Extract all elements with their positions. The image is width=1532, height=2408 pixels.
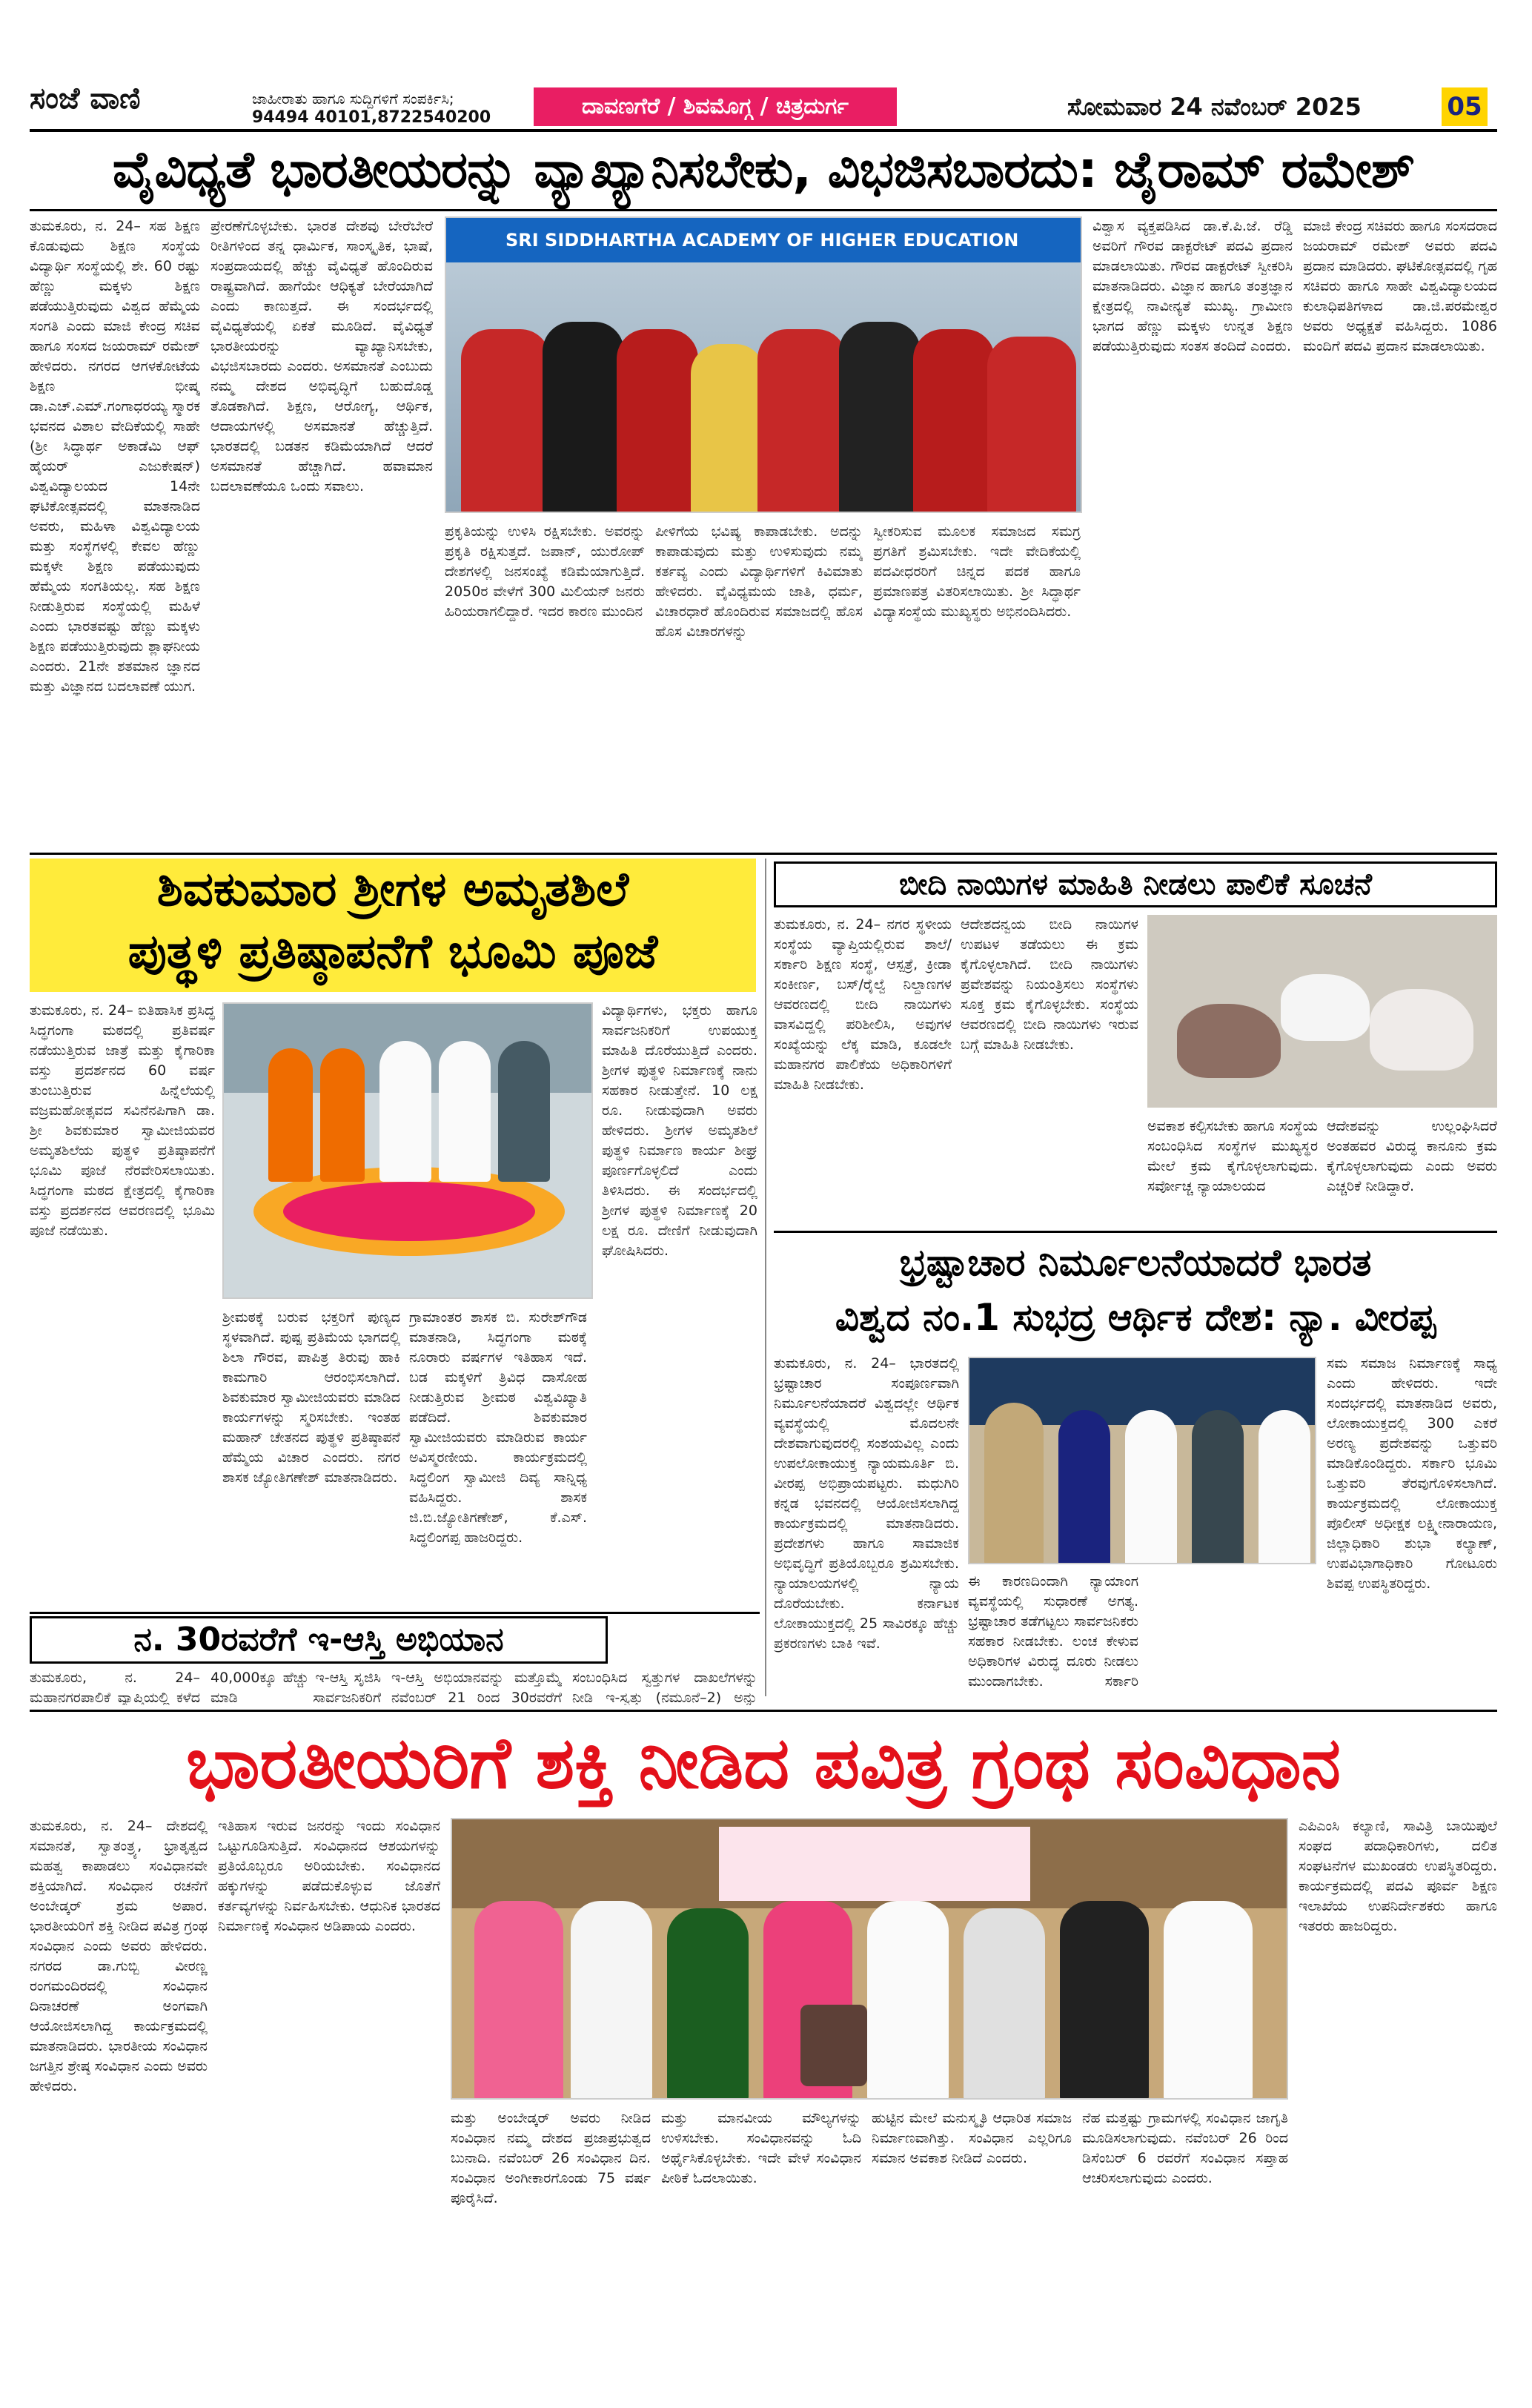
article1-col3: ಪ್ರಕೃತಿಯನ್ನು ಉಳಿಸಿ ರಕ್ಷಿಸಬೇಕು. ಅವರನ್ನು ಪ್ರಕೃತಿ ರಕ್ಷಿಸುತ್ತದೆ. ಜಪಾನ್, ಯುರೋಪ್ ದೇಶಗಳಲ್ಲಿ ಜನಸಂಖ್ಯೆ ಕಡಿಮೆಯಾಗುತ್ತಿದೆ. 2050ರ ವೇಳೆಗೆ 300 ಮಿಲಿಯನ್ ಜನರು ಹಿರಿಯರಾಗಲಿದ್ದಾರೆ. ಇದರ ಕಾರಣ ಮುಂದಿನ	[445, 523, 645, 620]
article6-col6: ನೆಹ ಮತ್ತಷ್ಟು ಗ್ರಾಮಗಳಲ್ಲಿ ಸಂವಿಧಾನ ಜಾಗೃತಿ ಮೂಡಿಸಲಾಗುವುದು. ನವೆಂಬರ್ 26 ರಿಂದ ಡಿಸೆಂಬರ್ 6 ರವರೆಗೆ ಸಂವಿಧಾನ ಸಪ್ತಾಹ ಆಚರಿಸಲಾಗುವುದು ಎಂದರು.	[1082, 2110, 1288, 2186]
article3-headline: ಬೀದಿ ನಾಯಿಗಳ ಮಾಹಿತಿ ನೀಡಲು ಪಾಲಿಕೆ ಸೂಚನೆ	[898, 867, 1373, 902]
section-divider-3	[30, 1612, 760, 1614]
article1-col2: ಪ್ರೇರಣೆಗೊಳ್ಳಬೇಕು. ಭಾರತ ದೇಶವು ಬೇರೆಬೇರೆ ರೀತಿಗಳಿಂದ ತನ್ನ ಧಾರ್ಮಿಕ, ಸಾಂಸ್ಕೃತಿಕ, ಭಾಷೆ, ಸಂಪ್ರದಾಯದಲ್ಲಿ ಹೆಚ್ಚು ವೈವಿಧ್ಯತೆ ಹೊಂದಿರುವ ರಾಷ್ಟ್ರವಾಗಿದೆ. ಹಾಗೆಯೇ ಆಧಿಕ್ಯತೆ ಬೇರೆಯಾಗಿದೆ ಎಂದು ಕಾಣುತ್ತದೆ. ಈ ಸಂದರ್ಭದಲ್ಲಿ ವೈವಿಧ್ಯತೆಯಲ್ಲಿ ಏಕತೆ ಮೂಡಿದೆ. ವೈವಿಧ್ಯತೆ ಭಾರತೀಯರನ್ನು ವ್ಯಾಖ್ಯಾನಿಸಬೇಕು, ವಿಭಜಿಸಬಾರದು ಎಂದರು. ಅಸಮಾನತೆ ಎಂಬುದು ನಮ್ಮ ದೇಶದ ಅಭಿವೃದ್ಧಿಗೆ ಬಹುದೊಡ್ಡ ತೊಡಕಾಗಿದೆ. ಶಿಕ್ಷಣ, ಆರೋಗ್ಯ, ಆರ್ಥಿಕ, ಆದಾಯಗಳಲ್ಲಿ ಅಸಮಾನತೆ ಹೆಚ್ಚುತ್ತಿದೆ. ಭಾರತದಲ್ಲಿ ಬಡತನ ಕಡಿಮೆಯಾಗಿದೆ ಆದರೆ ಅಸಮಾನತೆ ಹೆಚ್ಚಾಗಿದೆ. ಹವಾಮಾನ ಬದಲಾವಣೆಯೂ ಒಂದು ಸವಾಲು.	[210, 218, 433, 494]
article4-col1: ತುಮಕೂರು, ನ. 24– ಭಾರತದಲ್ಲಿ ಭ್ರಷ್ಟಾಚಾರ ಸಂಪೂರ್ಣವಾಗಿ ನಿರ್ಮೂಲನೆಯಾದರೆ ವಿಶ್ವದಲ್ಲೇ ಆರ್ಥಿಕ ವ್ಯವಸ್ಥೆಯಲ್ಲಿ ಮೊದಲನೇ ದೇಶವಾಗುವುದರಲ್ಲಿ ಸಂಶಯವಿಲ್ಲ ಎಂದು ಉಪಲೋಕಾಯುಕ್ತ ನ್ಯಾಯಮೂರ್ತಿ ಬಿ. ವೀರಪ್ಪ ಅಭಿಪ್ರಾಯಪಟ್ಟರು. ಮಧುಗಿರಿ ಕನ್ನಡ ಭವನದಲ್ಲಿ ಆಯೋಜಿಸಲಾಗಿದ್ದ ಕಾರ್ಯಕ್ರಮದಲ್ಲಿ ಮಾತನಾಡಿದರು. ಪ್ರದೇಶಗಳು ಹಾಗೂ ಸಾಮಾಜಿಕ ಅಭಿವೃದ್ಧಿಗೆ ಪ್ರತಿಯೊಬ್ಬರೂ ಶ್ರಮಿಸಬೇಕು. ನ್ಯಾಯಾಲಯಗಳಲ್ಲಿ ನ್ಯಾಯ ದೊರೆಯಬೇಕು. ಕರ್ನಾಟಕ ಲೋಕಾಯುಕ್ತದಲ್ಲಿ 25 ಸಾವಿರಕ್ಕೂ ಹೆಚ್ಚು ಪ್ರಕರಣಗಳು ಬಾಕಿ ಇವೆ.	[774, 1355, 959, 1652]
article4-col2: ಈ ಕಾರಣದಿಂದಾಗಿ ನ್ಯಾಯಾಂಗ ವ್ಯವಸ್ಥೆಯಲ್ಲಿ ಸುಧಾರಣೆ ಅಗತ್ಯ. ಭ್ರಷ್ಟಾಚಾರ ತಡೆಗಟ್ಟಲು ಸಾರ್ವಜನಿಕರು ಸಹಕಾರ ನೀಡಬೇಕು. ಲಂಚ ಕೇಳುವ ಅಧಿಕಾರಿಗಳ ವಿರುದ್ಧ ದೂರು ನೀಡಲು ಮುಂದಾಗಬೇಕು. ಸರ್ಕಾರಿ	[968, 1573, 1138, 1690]
article6-col2: ಇತಿಹಾಸ ಇರುವ ಜನರನ್ನು ಇಂದು ಸಂವಿಧಾನ ಒಟ್ಟುಗೂಡಿಸುತ್ತಿದೆ. ಸಂವಿಧಾನದ ಆಶಯಗಳನ್ನು ಪ್ರತಿಯೊಬ್ಬರೂ ಅರಿಯಬೇಕು. ಸಂವಿಧಾನದ ಹಕ್ಕುಗಳನ್ನು ಪಡೆದುಕೊಳ್ಳುವ ಜೊತೆಗೆ ಕರ್ತವ್ಯಗಳನ್ನು ನಿರ್ವಹಿಸಬೇಕು. ಆಧುನಿಕ ಭಾರತದ ನಿರ್ಮಾಣಕ್ಕೆ ಸಂವಿಧಾನ ಅಡಿಪಾಯ ಎಂದರು.	[218, 1818, 440, 1934]
bhoomi-pooja-photo	[222, 1002, 593, 1299]
article5-col1: ತುಮಕೂರು, ನ. 24– ಮಹಾನಗರಪಾಲಿಕೆ ವ್ಯಾಪ್ತಿಯಲ್ಲಿ ಕಳೆದ	[30, 1670, 200, 1705]
newspaper-brand	[30, 82, 141, 116]
contact-block	[252, 89, 491, 128]
article5-headline-box	[30, 1616, 608, 1664]
article2-col4: ಗ್ರಾಮಾಂತರ ಶಾಸಕ ಬಿ. ಸುರೇಶ್‌ಗೌಡ ಮಾತನಾಡಿ, ಸಿದ್ಧಗಂಗಾ ಮಠಕ್ಕೆ ನೂರಾರು ವರ್ಷಗಳ ಇತಿಹಾಸ ಇದೆ. ಬಡ ಮಕ್ಕಳಿಗೆ ತ್ರಿವಿಧ ದಾಸೋಹ ನೀಡುತ್ತಿರುವ ಶ್ರೀಮಠ ವಿಶ್ವವಿಖ್ಯಾತಿ ಪಡೆದಿದೆ. ಶಿವಕುಮಾರ ಸ್ವಾಮೀಜಿಯವರು ಮಾಡಿರುವ ಕಾರ್ಯ ಅವಿಸ್ಮರಣೀಯ. ಕಾರ್ಯಕ್ರಮದಲ್ಲಿ ಸಿದ್ಧಲಿಂಗ ಸ್ವಾಮೀಜಿ ದಿವ್ಯ ಸಾನ್ನಿಧ್ಯ ವಹಿಸಿದ್ದರು. ಶಾಸಕ ಜಿ.ಬಿ.ಜ್ಯೋತಿಗಣೇಶ್, ಕೆ.ಎಸ್. ಸಿದ್ಧಲಿಂಗಪ್ಪ ಹಾಜರಿದ್ದರು.	[409, 1309, 587, 1546]
article6-col7: ಎಪಿಎಂಸಿ ಕಲ್ಯಾಣಿ, ಸಾವಿತ್ರಿ ಬಾಯಿಪುಲೆ ಸಂಘದ ಪದಾಧಿಕಾರಿಗಳು, ದಲಿತ ಸಂಘಟನೆಗಳ ಮುಖಂಡರು ಉಪಸ್ಥಿತರಿದ್ದರು. ಕಾರ್ಯಕ್ರಮದಲ್ಲಿ ಪದವಿ ಪೂರ್ವ ಶಿಕ್ಷಣ ಇಲಾಖೆಯ ಉಪನಿರ್ದೇಶಕರು ಹಾಗೂ ಇತರರು ಹಾಜರಿದ್ದರು.	[1299, 1818, 1497, 1934]
article1-col4: ಪೀಳಿಗೆಯ ಭವಿಷ್ಯ ಕಾಪಾಡಬೇಕು. ಅದನ್ನು ಕಾಪಾಡುವುದು ಮತ್ತು ಉಳಿಸುವುದು ನಮ್ಮ ಕರ್ತವ್ಯ ಎಂದು ವಿದ್ಯಾರ್ಥಿಗಳಿಗೆ ಕಿವಿಮಾತು ಹೇಳಿದರು. ವೈವಿಧ್ಯಮಯ ಜಾತಿ, ಧರ್ಮ, ವಿಚಾರಧಾರೆ ಹೊಂದಿರುವ ಸಮಾಜದಲ್ಲಿ ಹೊಸ ಹೊಸ ವಿಚಾರಗಳನ್ನು	[655, 523, 863, 640]
article6-col3: ಮತ್ತು ಅಂಬೇಡ್ಕರ್ ಅವರು ನೀಡಿದ ಸಂವಿಧಾನ ನಮ್ಮ ದೇಶದ ಪ್ರಜಾಪ್ರಭುತ್ವದ ಬುನಾದಿ. ನವೆಂಬರ್ 26 ಸಂವಿಧಾನ ದಿನ. ಸಂವಿಧಾನ ಅಂಗೀಕಾರಗೊಂಡು 75 ವರ್ಷ ಪೂರೈಸಿದೆ.	[451, 2110, 651, 2206]
article6-headline: ಭಾರತೀಯರಿಗೆ ಶಕ್ತಿ ನೀಡಿದ ಪವಿತ್ರ ಗ್ರಂಥ ಸಂವಿಧಾನ	[186, 1721, 1341, 1805]
article1-rule	[30, 209, 1497, 211]
article4-headline-line2: ವಿಶ್ವದ ನಂ.1 ಸುಭದ್ರ ಆರ್ಥಿಕ ದೇಶ: ನ್ಯಾ. ವೀರಪ್ಪ	[835, 1296, 1436, 1339]
article6-col1: ತುಮಕೂರು, ನ. 24– ದೇಶದಲ್ಲಿ ಸಮಾನತೆ, ಸ್ವಾತಂತ್ರ್ಯ, ಭ್ರಾತೃತ್ವದ ಮಹತ್ವ ಕಾಪಾಡಲು ಸಂವಿಧಾನವೇ ಶಕ್ತಿಯಾಗಿದೆ. ಸಂವಿಧಾನ ರಚನೆಗೆ ಅಂಬೇಡ್ಕರ್ ಶ್ರಮ ಅಪಾರ. ಭಾರತೀಯರಿಗೆ ಶಕ್ತಿ ನೀಡಿದ ಪವಿತ್ರ ಗ್ರಂಥ ಸಂವಿಧಾನ ಎಂದು ಅವರು ಹೇಳಿದರು. ನಗರದ ಡಾ.ಗುಬ್ಬಿ ವೀರಣ್ಣ ರಂಗಮಂದಿರದಲ್ಲಿ ಸಂವಿಧಾನ ದಿನಾಚರಣೆ ಅಂಗವಾಗಿ ಆಯೋಜಿಸಲಾಗಿದ್ದ ಕಾರ್ಯಕ್ರಮದಲ್ಲಿ ಮಾತನಾಡಿದರು. ಭಾರತೀಯ ಸಂವಿಧಾನ ಜಗತ್ತಿನ ಶ್ರೇಷ್ಠ ಸಂವಿಧಾನ ಎಂದು ಅವರು ಹೇಳಿದರು.	[30, 1818, 208, 2094]
article2-headline-line1: ಶಿವಕುಮಾರ ಶ್ರೀಗಳ ಅಮೃತಶಿಲೆ	[156, 862, 629, 917]
article4-col3: ಸಮ ಸಮಾಜ ನಿರ್ಮಾಣಕ್ಕೆ ಸಾಧ್ಯ ಎಂದು ಹೇಳಿದರು. ಇದೇ ಸಂದರ್ಭದಲ್ಲಿ ಮಾತನಾಡಿದ ಅವರು, ಲೋಕಾಯುಕ್ತದಲ್ಲಿ 300 ಎಕರೆ ಅರಣ್ಯ ಪ್ರದೇಶವನ್ನು ಒತ್ತುವರಿ ಮಾಡಿಕೊಂಡಿದ್ದರು. ಸರ್ಕಾರಿ ಭೂಮಿ ಒತ್ತುವರಿ ತೆರವುಗೊಳಿಸಲಾಗಿದೆ. ಕಾರ್ಯಕ್ರಮದಲ್ಲಿ ಲೋಕಾಯುಕ್ತ ಪೊಲೀಸ್ ಅಧೀಕ್ಷಕ ಲಕ್ಷ್ಮೀನಾರಾಯಣ, ಜಿಲ್ಲಾಧಿಕಾರಿ ಶುಭಾ ಕಲ್ಯಾಣ್, ಉಪವಿಭಾಗಾಧಿಕಾರಿ ಗೋಟೂರು ಶಿವಪ್ಪ ಉಪಸ್ಥಿತರಿದ್ದರು.	[1327, 1355, 1497, 1592]
article5-col2: 40,000ಕ್ಕೂ ಹೆಚ್ಚು ಇ-ಆಸ್ತಿ ಸೃಜಿಸಿ ಮಾಡಿ ಸಾರ್ವಜನಿಕರಿಗೆ	[210, 1670, 381, 1705]
article6-col4: ಮತ್ತು ಮಾನವೀಯ ಮೌಲ್ಯಗಳನ್ನು ಉಳಿಸಬೇಕು. ಸಂವಿಧಾನವನ್ನು ಓದಿ ಅರ್ಥೈಸಿಕೊಳ್ಳಬೇಕು. ಇದೇ ವೇಳೆ ಸಂವಿಧಾನ ಪೀಠಿಕೆ ಓದಲಾಯಿತು.	[661, 2110, 861, 2186]
article1-col7: ಮಾಜಿ ಕೇಂದ್ರ ಸಚಿವರು ಹಾಗೂ ಸಂಸದರಾದ ಜಯರಾಮ್ ರಮೇಶ್ ಅವರು ಪದವಿ ಪ್ರದಾನ ಮಾಡಿದರು. ಘಟಿಕೋತ್ಸವದಲ್ಲಿ ಗೃಹ ಸಚಿವರು ಹಾಗೂ ಸಾಹೇ ವಿಶ್ವವಿದ್ಯಾಲಯದ ಕುಲಾಧಿಪತಿಗಳಾದ ಡಾ.ಜಿ.ಪರಮೇಶ್ವರ ಅವರು ಅಧ್ಯಕ್ಷತೆ ವಹಿಸಿದ್ದರು. 1086 ಮಂದಿಗೆ ಪದವಿ ಪ್ರದಾನ ಮಾಡಲಾಯಿತು.	[1303, 218, 1497, 354]
convocation-photo	[445, 216, 1082, 513]
article1-col6: ವಿಶ್ವಾಸ ವ್ಯಕ್ತಪಡಿಸಿದ ಡಾ.ಕೆ.ಪಿ.ಜೆ. ರೆಡ್ಡಿ ಅವರಿಗೆ ಗೌರವ ಡಾಕ್ಟರೇಟ್ ಪದವಿ ಪ್ರದಾನ ಮಾಡಲಾಯಿತು. ಗೌರವ ಡಾಕ್ಟರೇಟ್ ಸ್ವೀಕರಿಸಿ ಮಾತನಾಡಿದರು. ವಿಜ್ಞಾನ ಹಾಗೂ ತಂತ್ರಜ್ಞಾನ ಕ್ಷೇತ್ರದಲ್ಲಿ ನಾವೀನ್ಯತೆ ಮುಖ್ಯ. ಗ್ರಾಮೀಣ ಭಾಗದ ಹೆಣ್ಣು ಮಕ್ಕಳು ಉನ್ನತ ಶಿಕ್ಷಣ ಪಡೆಯುತ್ತಿರುವುದು ಸಂತಸ ತಂದಿದೆ ಎಂದರು.	[1092, 218, 1293, 354]
issue-date: ಸೋಮವಾರ 24 ನವೆಂಬರ್ 2025	[1067, 93, 1362, 121]
article3-col4: ಆದೇಶವನ್ನು ಉಲ್ಲಂಘಿಸಿದರೆ ಅಂತಹವರ ವಿರುದ್ಧ ಕಾನೂನು ಕ್ರಮ ಕೈಗೊಳ್ಳಲಾಗುವುದು ಎಂದು ಅವರು ಎಚ್ಚರಿಕೆ ನೀಡಿದ್ದಾರೆ.	[1327, 1118, 1497, 1194]
constitution-day-photo	[451, 1818, 1288, 2100]
article4-headline-line1: ಭ್ರಷ್ಟಾಚಾರ ನಿರ್ಮೂಲನೆಯಾದರೆ ಭಾರತ	[899, 1241, 1372, 1284]
article3-col2: ಆದೇಶದನ್ವಯ ಬೀದಿ ನಾಯಿಗಳ ಉಪಟಳ ತಡೆಯಲು ಈ ಕ್ರಮ ಕೈಗೊಳ್ಳಲಾಗಿದೆ. ಬೀದಿ ನಾಯಿಗಳು ಪ್ರವೇಶವನ್ನು ನಿಯಂತ್ರಿಸಲು ಸಂಸ್ಥೆಗಳು ಸೂಕ್ತ ಕ್ರಮ ಕೈಗೊಳ್ಳಬೇಕು. ಸಂಸ್ಥೆಯ ಆವರಣದಲ್ಲಿ ಬೀದಿ ನಾಯಿಗಳು ಇರುವ ಬಗ್ಗೆ ಮಾಹಿತಿ ನೀಡಬೇಕು.	[961, 916, 1138, 1053]
masthead	[0, 0, 1532, 133]
article1-headline: ವೈವಿಧ್ಯತೆ ಭಾರತೀಯರನ್ನು ವ್ಯಾಖ್ಯಾನಿಸಬೇಕು, ವಿಭಜಿಸಬಾರದು: ಜೈರಾಮ್ ರಮೇಶ್	[112, 141, 1415, 199]
stray-dogs-photo	[1147, 915, 1497, 1108]
contact-line: ಜಾಹೀರಾತು ಹಾಗೂ ಸುದ್ದಿಗಳಿಗೆ ಸಂಪರ್ಕಿಸಿ;	[252, 90, 454, 108]
photo-banner: SRI SIDDHARTHA ACADEMY OF HIGHER EDUCATION	[446, 218, 1081, 262]
edition-cities: ದಾವಣಗೆರೆ / ಶಿವಮೊಗ್ಗ / ಚಿತ್ರದುರ್ಗ	[534, 87, 897, 126]
contact-phone: 94494 40101,8722540200	[252, 108, 491, 127]
article4-headline-block	[774, 1235, 1497, 1346]
article2-col1: ತುಮಕೂರು, ನ. 24– ಐತಿಹಾಸಿಕ ಪ್ರಸಿದ್ಧ ಸಿದ್ಧಗಂಗಾ ಮಠದಲ್ಲಿ ಪ್ರತಿವರ್ಷ ನಡೆಯುತ್ತಿರುವ ಜಾತ್ರೆ ಮತ್ತು ಕೈಗಾರಿಕಾ ವಸ್ತು ಪ್ರದರ್ಶನದ 60 ವರ್ಷ ತುಂಬುತ್ತಿರುವ ಹಿನ್ನೆಲೆಯಲ್ಲಿ ವಜ್ರಮಹೋತ್ಸವದ ಸವಿನೆನಪಿಗಾಗಿ ಡಾ. ಶ್ರೀ ಶಿವಕುಮಾರ ಸ್ವಾಮೀಜಿಯವರ ಅಮೃತಶಿಲೆಯ ಪುತ್ಥಳಿ ಪ್ರತಿಷ್ಠಾಪನೆಗೆ ಭೂಮಿ ಪೂಜೆ ನೆರವೇರಿಸಲಾಯಿತು. ಸಿದ್ಧಗಂಗಾ ಮಠದ ಕ್ಷೇತ್ರದಲ್ಲಿ ಕೈಗಾರಿಕಾ ವಸ್ತು ಪ್ರದರ್ಶನದ ಆವರಣದಲ್ಲಿ ಭೂಮಿ ಪೂಜೆ ನಡೆಯಿತು.	[30, 1002, 215, 1239]
article2-col3: ಶ್ರೀಮಠಕ್ಕೆ ಬರುವ ಭಕ್ತರಿಗೆ ಪುಣ್ಯದ ಸ್ಥಳವಾಗಿದೆ. ಪುಷ್ಪ ಪ್ರತಿಮೆಯ ಭಾಗದಲ್ಲಿ ಶಿಲಾ ಗೌರವ, ಪಾಪಿತ್ರ ತಿರುವು ಹಾಕಿ ಕಾಮಗಾರಿ ಆರಂಭಿಸಲಾಗಿದೆ. ಶಿವಕುಮಾರ ಸ್ವಾಮೀಜಿಯವರು ಮಾಡಿದ ಕಾರ್ಯಗಳನ್ನು ಸ್ಮರಿಸಬೇಕು. ಇಂತಹ ಮಹಾನ್ ಚೇತನದ ಪುತ್ಥಳಿ ಪ್ರತಿಷ್ಠಾಪನೆ ಹೆಮ್ಮೆಯ ವಿಚಾರ ಎಂದರು. ನಗರ ಶಾಸಕ ಜ್ಯೋತಿಗಣೇಶ್ ಮಾತನಾಡಿದರು.	[222, 1309, 400, 1486]
article2-headline-line2: ಪುತ್ಥಳಿ ಪ್ರತಿಷ್ಠಾಪನೆಗೆ ಭೂಮಿ ಪೂಜೆ	[127, 924, 658, 979]
section-divider-2	[774, 1231, 1497, 1233]
masthead-divider	[30, 129, 1497, 132]
article2-col2: ವಿದ್ಯಾರ್ಥಿಗಳು, ಭಕ್ತರು ಹಾಗೂ ಸಾರ್ವಜನಿಕರಿಗೆ ಉಪಯುಕ್ತ ಮಾಹಿತಿ ದೊರೆಯುತ್ತಿದೆ ಎಂದರು. ಶ್ರೀಗಳ ಪುತ್ಥಳಿ ನಿರ್ಮಾಣಕ್ಕೆ ನಾನು ಸಹಕಾರ ನೀಡುತ್ತೇನೆ. 10 ಲಕ್ಷ ರೂ. ನೀಡುವುದಾಗಿ ಅವರು ಹೇಳಿದರು. ಶ್ರೀಗಳ ಅಮೃತಶಿಲೆ ಪುತ್ಥಳಿ ನಿರ್ಮಾಣ ಕಾರ್ಯ ಶೀಘ್ರ ಪೂರ್ಣಗೊಳ್ಳಲಿದೆ ಎಂದು ತಿಳಿಸಿದರು. ಈ ಸಂದರ್ಭದಲ್ಲಿ ಶ್ರೀಗಳ ಪುತ್ಥಳಿ ನಿರ್ಮಾಣಕ್ಕೆ 20 ಲಕ್ಷ ರೂ. ದೇಣಿಗೆ ನೀಡುವುದಾಗಿ ಘೋಷಿಸಿದರು.	[602, 1002, 757, 1259]
section-divider-1	[30, 853, 1497, 855]
article5-col4: ಸಂಬಂಧಿಸಿದ ಸ್ವತ್ತುಗಳ ದಾಖಲೆಗಳನ್ನು ನೀಡಿ ಇ-ಸ್ವತ್ತು (ನಮೂನೆ–2) ಅನ್ನು	[572, 1670, 757, 1705]
brand-name: ಸಂಜೆ ವಾಣಿ	[30, 82, 141, 116]
column-divider	[765, 859, 766, 1696]
article5-headline: ನ. 30ರವರೆಗೆ ಇ-ಆಸ್ತಿ ಅಭಿಯಾನ	[133, 1621, 504, 1658]
article1-col1: ತುಮಕೂರು, ನ. 24– ಸಹ ಶಿಕ್ಷಣ ಕೊಡುವುದು ಶಿಕ್ಷಣ ಸಂಸ್ಥೆಯ ವಿದ್ಯಾರ್ಥಿ ಸಂಸ್ಥೆಯಲ್ಲಿ ಶೇ. 60 ರಷ್ಟು ಹೆಣ್ಣು ಮಕ್ಕಳು ಶಿಕ್ಷಣ ಪಡೆಯುತ್ತಿರುವುದು ವಿಶ್ವದ ಹೆಮ್ಮೆಯ ಸಂಗತಿ ಎಂದು ಮಾಜಿ ಕೇಂದ್ರ ಸಚಿವ ಹಾಗೂ ಸಂಸದ ಜಯರಾಮ್ ರಮೇಶ್ ಹೇಳಿದರು. ನಗರದ ಆಗಳಕೋಟೆಯ ಶಿಕ್ಷಣ ಭೀಷ್ಮ ಡಾ.ಎಚ್.ಎಮ್.ಗಂಗಾಧರಯ್ಯ ಸ್ಮಾರಕ ಭವನದ ವಿಶಾಲ ವೇದಿಕೆಯಲ್ಲಿ ಸಾಹೇ (ಶ್ರೀ ಸಿದ್ಧಾರ್ಥ ಅಕಾಡೆಮಿ ಆಫ್ ಹೈಯರ್ ಎಜುಕೇಷನ್) ವಿಶ್ವವಿದ್ಯಾಲಯದ 14ನೇ ಘಟಿಕೋತ್ಸವದಲ್ಲಿ ಮಾತನಾಡಿದ ಅವರು, ಮಹಿಳಾ ವಿಶ್ವವಿದ್ಯಾಲಯ ಮತ್ತು ಸಂಸ್ಥೆಗಳಲ್ಲಿ ಕೇವಲ ಹೆಣ್ಣು ಮಕ್ಕಳೇ ಶಿಕ್ಷಣ ಪಡೆಯುವುದು ಹೆಮ್ಮೆಯ ಸಂಗತಿಯಲ್ಲ. ಸಹ ಶಿಕ್ಷಣ ನೀಡುತ್ತಿರುವ ಸಂಸ್ಥೆಯಲ್ಲಿ ಮಹಿಳೆ ಎಂದು ಭಾರತವಷ್ಟು ಹೆಣ್ಣು ಮಕ್ಕಳು ಶಿಕ್ಷಣ ಪಡೆಯುತ್ತಿರುವುದು ಶ್ಲಾಘನೀಯ ಎಂದರು. 21ನೇ ಶತಮಾನ ಜ್ಞಾನದ ಮತ್ತು ವಿಜ್ಞಾನದ ಬದಲಾವಣೆ ಯುಗ.	[30, 218, 200, 695]
article2-headline-box	[30, 859, 756, 992]
article1-col5: ಸ್ವೀಕರಿಸುವ ಮೂಲಕ ಸಮಾಜದ ಸಮಗ್ರ ಪ್ರಗತಿಗೆ ಶ್ರಮಿಸಬೇಕು. ಇದೇ ವೇದಿಕೆಯಲ್ಲಿ ಪದವೀಧರರಿಗೆ ಚಿನ್ನದ ಪದಕ ಹಾಗೂ ಪ್ರಮಾಣಪತ್ರ ವಿತರಿಸಲಾಯಿತು. ಶ್ರೀ ಸಿದ್ಧಾರ್ಥ ವಿದ್ಯಾಸಂಸ್ಥೆಯ ಮುಖ್ಯಸ್ಥರು ಅಭಿನಂದಿಸಿದರು.	[873, 523, 1081, 620]
article6-col5: ಹುಟ್ಟಿನ ಮೇಲೆ ಮನುಸ್ಮೃತಿ ಆಧಾರಿತ ಸಮಾಜ ನಿರ್ಮಾಣವಾಗಿತ್ತು. ಸಂವಿಧಾನ ಎಲ್ಲರಿಗೂ ಸಮಾನ ಅವಕಾಶ ನೀಡಿದೆ ಎಂದರು.	[872, 2110, 1072, 2166]
article3-col3: ಅವಕಾಶ ಕಲ್ಪಿಸಬೇಕು ಹಾಗೂ ಸಂಸ್ಥೆಯ ಸಂಬಂಧಿಸಿದ ಸಂಸ್ಥೆಗಳ ಮುಖ್ಯಸ್ಥರ ಮೇಲೆ ಕ್ರಮ ಕೈಗೊಳ್ಳಲಾಗುವುದು. ಸರ್ವೋಚ್ಚ ನ್ಯಾಯಾಲಯದ	[1147, 1118, 1318, 1194]
section-divider-4	[30, 1710, 1497, 1712]
article3-headline-box	[774, 861, 1497, 907]
article3-col1: ತುಮಕೂರು, ನ. 24– ನಗರ ಸ್ಥಳೀಯ ಸಂಸ್ಥೆಯ ವ್ಯಾಪ್ತಿಯಲ್ಲಿರುವ ಶಾಲೆ/ಸರ್ಕಾರಿ ಶಿಕ್ಷಣ ಸಂಸ್ಥೆ, ಆಸ್ಪತ್ರೆ, ಕ್ರೀಡಾ ಸಂಕೀರ್ಣ, ಬಸ್/ರೈಲ್ವೆ ನಿಲ್ದಾಣಗಳ ಆವರಣದಲ್ಲಿ ಬೀದಿ ನಾಯಿಗಳು ವಾಸವಿದ್ದಲ್ಲಿ ಪರಿಶೀಲಿಸಿ, ಅವುಗಳ ಸಂಖ್ಯೆಯನ್ನು ಲೆಕ್ಕ ಮಾಡಿ, ಕೂಡಲೇ ಮಹಾನಗರ ಪಾಲಿಕೆಯ ಅಧಿಕಾರಿಗಳಿಗೆ ಮಾಹಿತಿ ನೀಡಬೇಕು.	[774, 916, 952, 1093]
page-number: 05	[1442, 87, 1488, 126]
article5-col3: ಇ-ಆಸ್ತಿ ಅಭಿಯಾನವನ್ನು ಮತ್ತೊಮ್ಮೆ ನವೆಂಬರ್ 21 ರಿಂದ 30ರವರೆಗೆ	[391, 1670, 562, 1705]
lokayukta-event-photo	[968, 1357, 1316, 1564]
